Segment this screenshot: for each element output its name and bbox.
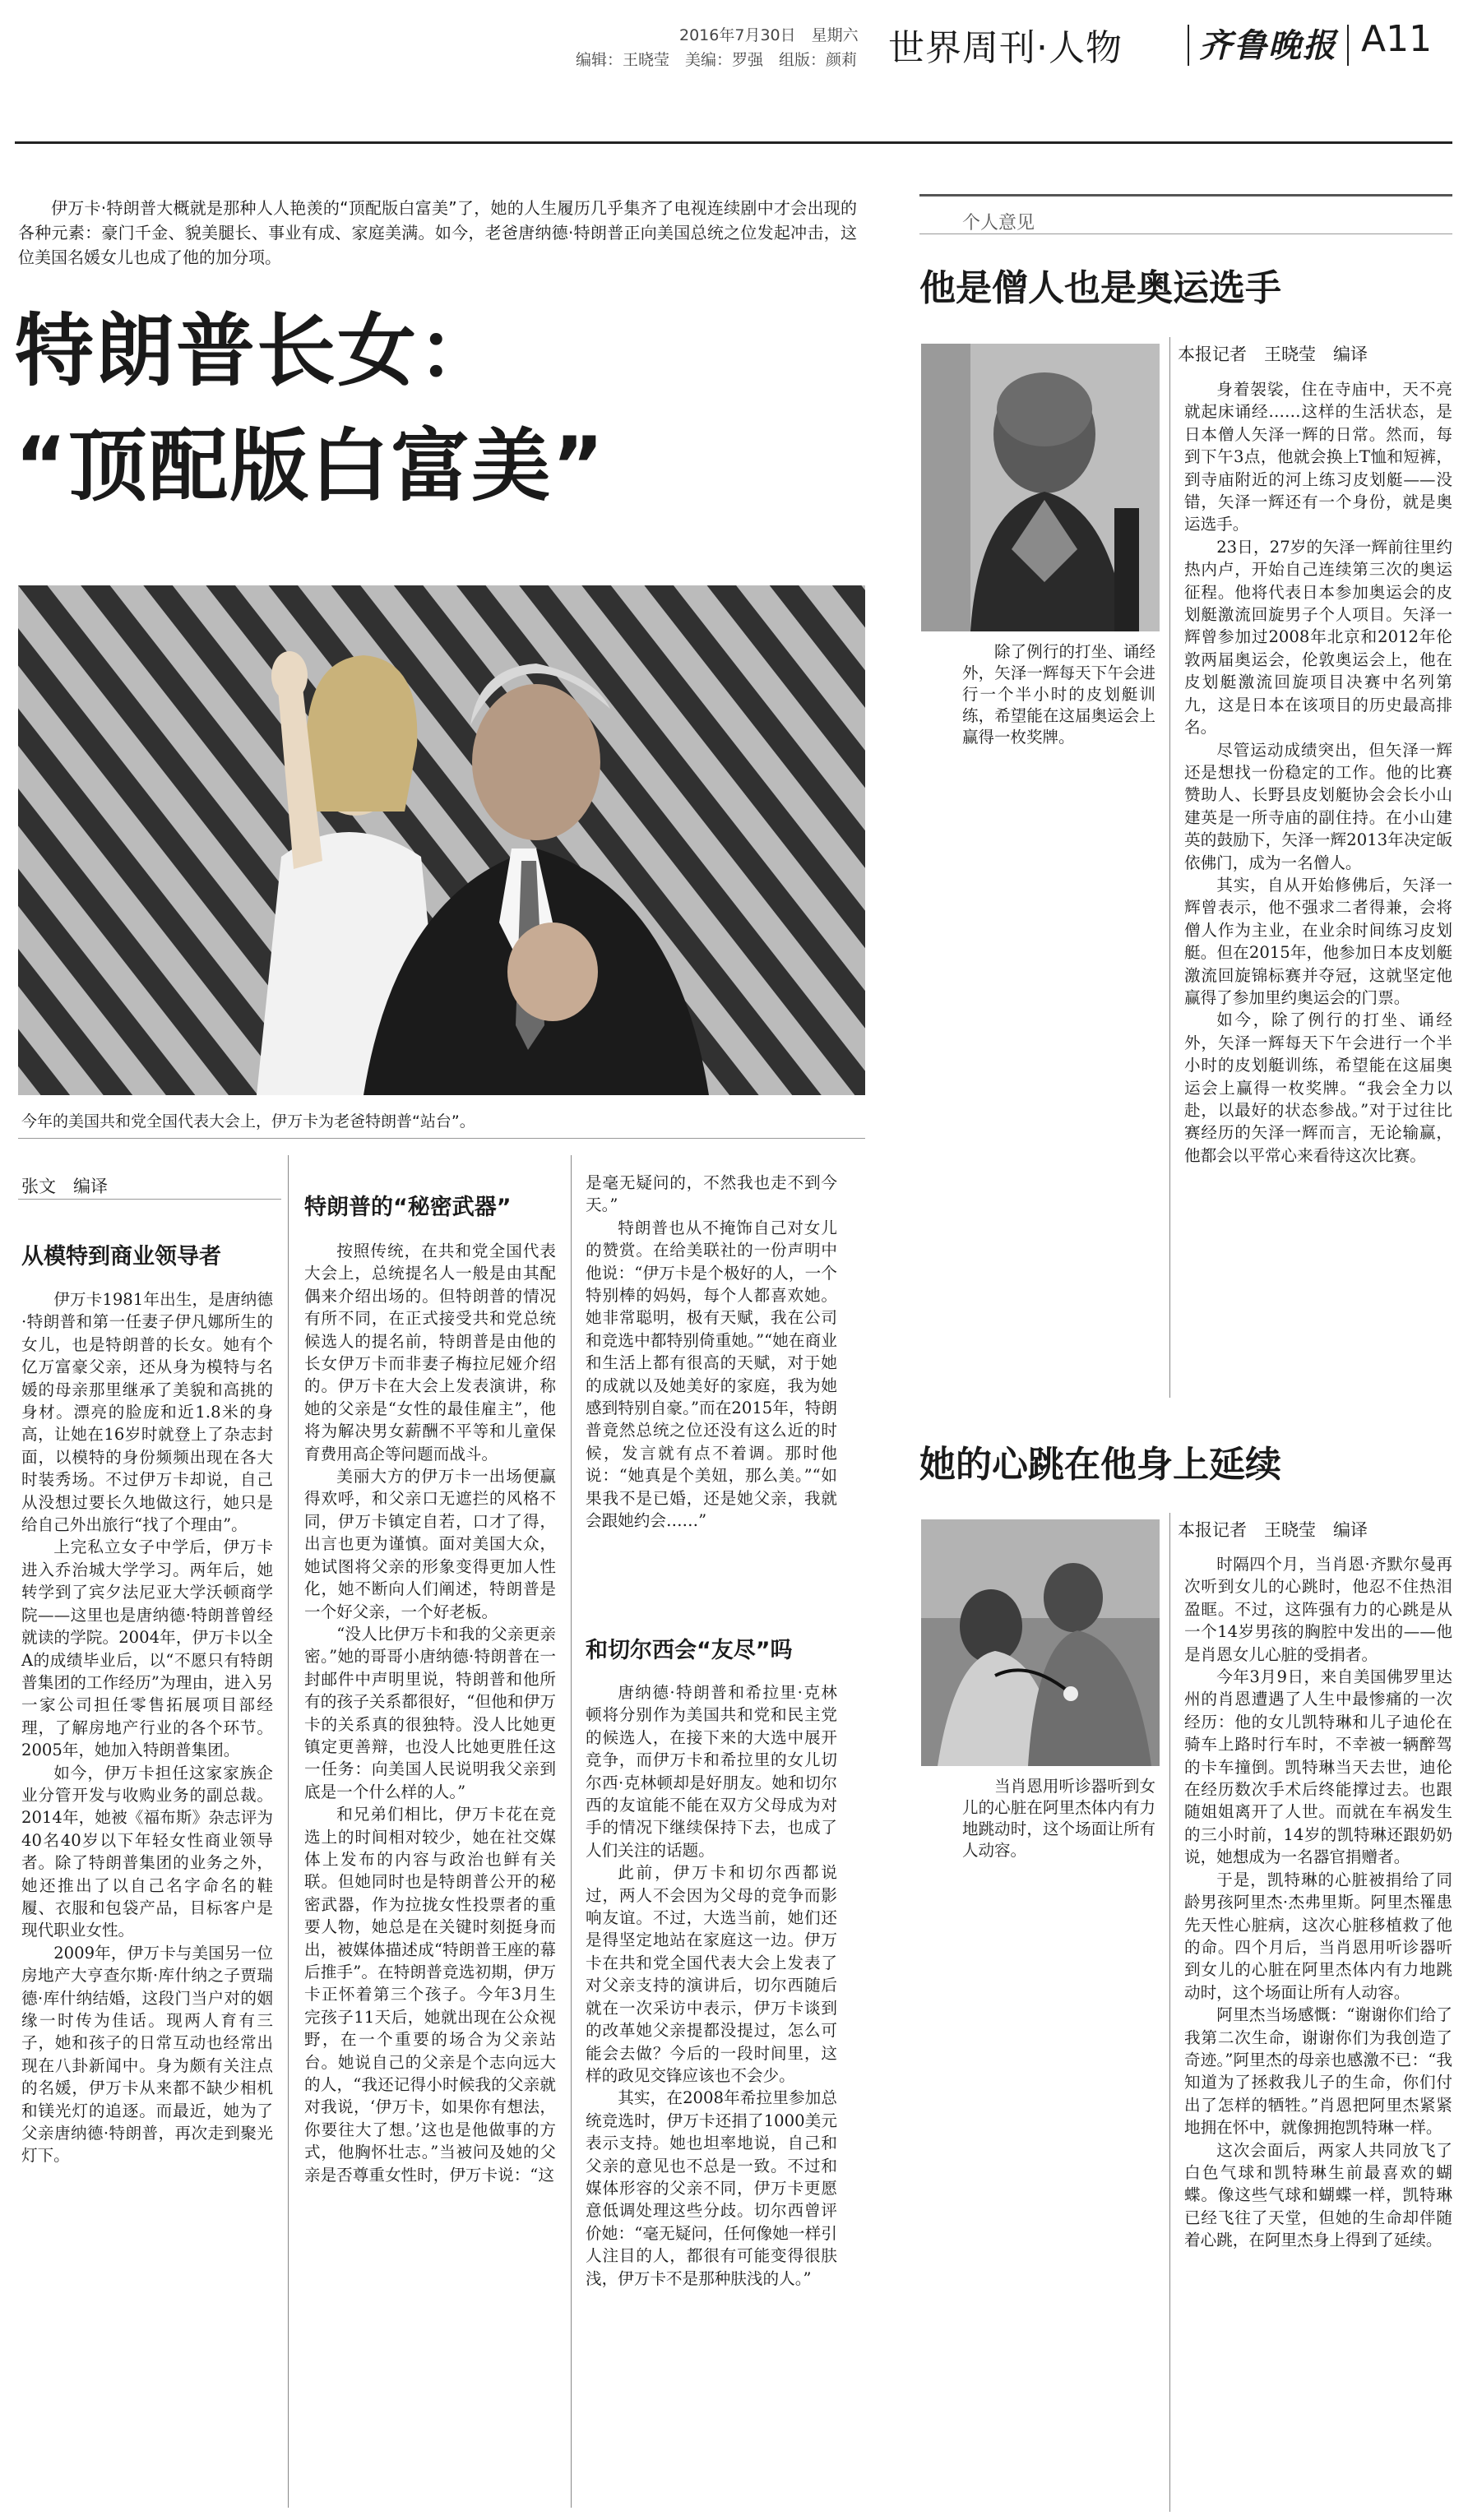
- story2-caption: [962, 1776, 1155, 1861]
- caption-rule: [18, 1138, 865, 1139]
- paragraph: 美丽大方的伊万卡一出场便赢得欢呼，和父亲口无遮拦的风格不同，伊万卡镇定自若，口才了得，出言也更为谨慎。面对美国大众，她试图将父亲的形象变得更加人性化，她不断向人们阐述，特朗普是一个好父亲，一个好老板。: [304, 1467, 556, 1621]
- paragraph: “没人比伊万卡和我的父亲更亲密。”她的哥哥小唐纳德·特朗普在一封邮件中声明里说，特朗普和他所有的孩子关系都很好，“但他和伊万卡的关系真的很独特。没人比她更镇定更善辩，也没人比她更胜任这一任务：向美国人民说明我父亲到底是一个什么样的人。”: [304, 1624, 556, 1801]
- heartbeat-photo: [921, 1519, 1160, 1766]
- main-column-3: [586, 1172, 837, 1533]
- story2-text: [1184, 1553, 1452, 2252]
- paragraph: 特朗普也从不掩饰自己对女儿的赞赏。在给美联社的一份声明中他说：“伊万卡是个极好的人，一个特别棒的妈妈，每个人都喜欢她。她非常聪明，极有天赋，我在公司和竞选中都特别倚重她。”“她在商业和生活上都有很高的天赋，对于她的成就以及她美好的家庭，我为她感到特别自豪。”而在2015年，特朗普竟然总统之位还没有这么近的时候，发言就有点不着调。那时他说：“她真是个美妞，那么美。”“如果我不是已婚，还是她父亲，我就会跟她约会……”: [586, 1218, 837, 1531]
- paragraph: 今年3月9日，来自美国佛罗里达州的肖恩遭遇了人生中最惨痛的一次经历：他的女儿凯特琳和儿子迪伦在骑车上路时行车时，不幸被一辆醉驾的卡车撞倒。凯特琳当天去世，迪伦在经历数次手术后终能撑过去。也跟随姐姐离开了人世。而就在车祸发生的三小时前，14岁的凯特琳还跟奶奶说，她想成为一名器官捐赠者。: [1184, 1667, 1452, 1867]
- column-rule: [288, 1155, 289, 2508]
- monk-praying-photo-art: [921, 344, 1160, 631]
- paragraph: 如今，伊万卡担任这家家族企业分管开发与收购业务的副总裁。2014年，她被《福布斯》杂志评为40名40岁以下年轻女性商业领导者。除了特朗普集团的业务之外，她还推出了以自己名字命名的鞋履、衣服和包袋产品，目标客户是现代职业女性。: [21, 1763, 273, 1940]
- subhead-chelsea-friendship: 和切尔西会“友尽”吗: [586, 1638, 793, 1663]
- paragraph: 此前，伊万卡和切尔西都说过，两人不会因为父母的竞争而影响友谊。不过，大选当前，她们还是得坚定地站在家庭这一边。伊万卡在共和党全国代表大会上发表了对父亲支持的演讲后，切尔西随后就在一次采访中表示，伊万卡谈到的改革她父亲提都没提过，怎么可能会去做？今后的一段时间里，这样的政见交锋应该也不会少。: [586, 1863, 837, 2085]
- paragraph: 上完私立女子中学后，伊万卡进入乔治城大学学习。两年后，她转学到了宾夕法尼亚大学沃顿商学院——这里也是唐纳德·特朗普曾经就读的学院。2004年，伊万卡以全A的成绩毕业后，以“不愿只有特朗普集团的工作经历”为理由，进入另一家公司担任零售拓展项目部经理，了解房地产行业的各个环节。2005年，她加入特朗普集团。: [21, 1537, 273, 1760]
- lead-paragraph: 伊万卡·特朗普大概就是那种人人艳羡的“顶配版白富美”了，她的人生履历几乎集齐了电视连续剧中才会出现的各种元素：豪门千金、貌美腿长、事业有成、家庭美满。如今，老爸唐纳德·特朗普正向美国总统之位发起冲击，这位美国名媛女儿也成了他的加分项。: [18, 198, 857, 267]
- divider-bar: [1188, 25, 1189, 66]
- paragraph: 按照传统，在共和党全国代表大会上，总统提名人一般是由其配偶来介绍出场的。但特朗普的情况有所不同，在正式接受共和党总统候选人的提名前，特朗普是由他的长女伊万卡而非妻子梅拉尼娅介绍的。伊万卡在大会上发表演讲，称她的父亲是“女性的最佳雇主”，他将为解决男女薪酬不平等和儿童保育费用高企等问题而战斗。: [304, 1242, 556, 1463]
- issue-date: 2016年7月30日 星期六: [679, 26, 859, 44]
- headline-line-2: “顶配版白富美”: [15, 420, 606, 512]
- main-byline: 张文 编译: [21, 1177, 108, 1196]
- sidebar-column-rule: [1169, 337, 1170, 1398]
- story2-byline: 本报记者 王晓莹 编译: [1178, 1520, 1368, 1540]
- paragraph: 如今，除了例行的打坐、诵经外，矢泽一辉每天下午会进行一个半小时的皮划艇训练，希望能在这届奥运会上赢得一枚奖牌。“我会全力以赴，以最好的状态参战。”对于过往比赛经历的矢泽一辉而言，无论输赢，他都会以平常心来看待这次比赛。: [1184, 1010, 1452, 1165]
- page-number: A11: [1361, 18, 1433, 60]
- subhead-secret-weapon: 特朗普的“秘密武器”: [304, 1195, 512, 1220]
- column-rule: [571, 1155, 572, 2508]
- paragraph: 其实，自从开始修佛后，矢泽一辉曾表示，他不强求二者得兼，会将僧人作为主业，在业余时间练习皮划艇。但在2015年，他参加日本皮划艇激流回旋锦标赛并夺冠，这就坚定他赢得了参加里约奥运会的门票。: [1184, 875, 1452, 1007]
- newspaper-logo: 齐鲁晚报: [1199, 26, 1337, 65]
- main-column-1: [21, 1288, 273, 2167]
- kicker-label: 个人意见: [962, 213, 1035, 234]
- sidebar-column-rule: [1169, 1513, 1170, 2512]
- stethoscope-photo-art: [921, 1519, 1160, 1766]
- subhead-model-to-leader: 从模特到商业领导者: [21, 1244, 221, 1269]
- convention-photo: [18, 585, 865, 1095]
- main-column-2: [304, 1240, 556, 2186]
- paragraph: 尽管运动成绩突出，但矢泽一辉还是想找一份稳定的工作。他的比赛赞助人、长野县皮划艇协会会长小山建英是一所寺庙的副住持。在小山建英的鼓励下，矢泽一辉2013年决定皈依佛门，成为一名僧人。: [1184, 740, 1452, 872]
- byline-rule: [18, 1199, 281, 1200]
- paragraph: 23日，27岁的矢泽一辉前往里约热内卢，开始自己连续第三次的奥运征程。他将代表日本参加奥运会的皮划艇激流回旋男子个人项目。矢泽一辉曾参加过2008年北京和2012年伦敦两届奥运会，伦敦奥运会上，他在皮划艇激流回旋项目决赛中名列第九，这是日本在该项目的历史最高排名。: [1184, 537, 1452, 738]
- section-title: 世界周刊·人物: [888, 27, 1123, 69]
- story1-text-top: [1184, 378, 1452, 1167]
- divider-bar-2: [1347, 25, 1349, 66]
- caption-text: 除了例行的打坐、诵经外，矢泽一辉每天下午会进行一个半小时的皮划艇训练，希望能在这届奥运会上赢得一枚奖牌。: [962, 642, 1155, 747]
- paragraph: 和兄弟们相比，伊万卡花在竞选上的时间相对较少，她在社交媒体上发布的内容与政治也鲜有关联。但她同时也是特朗普公开的秘密武器，作为拉拢女性投票者的重要人物，她总是在关键时刻挺身而出，被媒体描述成“特朗普王座的幕后推手”。在特朗普竞选初期，伊万卡正怀着第三个孩子。今年3月生完孩子11天后，她就出现在公众视野，在一个重要的场合为父亲站台。她说自己的父亲是个志向远大的人，“我还记得小时候我的父亲就对我说，‘伊万卡，如果你有想法，你要往大了想。’这也是他做事的方式，他胸怀壮志。”当被问及她的父亲是否尊重女性时，伊万卡说：“这: [304, 1805, 556, 2185]
- headline-line-1: 特朗普长女：: [15, 305, 498, 397]
- paragraph: 唐纳德·特朗普和希拉里·克林顿将分别作为美国共和党和民主党的候选人，在接下来的大选中展开竞争，而伊万卡和希拉里的女儿切尔西·克林顿却是好朋友。她和切尔西的友谊能不能在双方父母成为对手的情况下继续保持下去，也成了人们关注的话题。: [586, 1683, 837, 1860]
- paragraph: 2009年，伊万卡与美国另一位房地产大亨查尔斯·库什纳之子贾瑞德·库什纳结婚，这段门当户对的姻缘一时传为佳话。现两人育有三子，她和孩子的日常互动也经常出现在八卦新闻中。身为颇有关注点的名媛，伊万卡从来都不缺少相机和镁光灯的追逐。而最近，她为了父亲唐纳德·特朗普，再次走到聚光灯下。: [21, 1943, 273, 2166]
- caption-text: 当肖恩用听诊器听到女儿的心脏在阿里杰体内有力地跳动时，这个场面让所有人动容。: [962, 1777, 1155, 1860]
- editor-credits: 编辑：王晓莹 美编：罗强 组版：颜莉: [576, 51, 858, 69]
- story1-caption: [962, 641, 1155, 748]
- photo-caption: 今年的美国共和党全国代表大会上，伊万卡为老爸特朗普“站台”。: [21, 1112, 475, 1131]
- story1-byline: 本报记者 王晓莹 编译: [1178, 344, 1368, 364]
- story1-headline: 他是僧人也是奥运选手: [919, 267, 1281, 309]
- paragraph: 时隔四个月，当肖恩·齐默尔曼再次听到女儿的心跳时，他忍不住热泪盈眶。不过，这阵强有力的心跳是从一个14岁男孩的胸腔中发出的——他是肖恩女儿心脏的受捐者。: [1184, 1555, 1452, 1664]
- trump-ivanka-photo-art: [18, 585, 865, 1095]
- main-column-3b: [586, 1681, 837, 2290]
- paragraph: 身着袈裟，住在寺庙中，天不亮就起床诵经……这样的生活状态，是日本僧人矢泽一辉的日常。然而，每到下午3点，他就会换上T恤和短裤，到寺庙附近的河上练习皮划艇——没错，矢泽一辉还有一个身份，就是奥运选手。: [1184, 380, 1452, 534]
- monk-photo: [921, 344, 1160, 631]
- paragraph: 其实，在2008年希拉里参加总统竞选时，伊万卡还捐了1000美元表示支持。她也坦率地说，自己和父亲的意见也不总是一致。不过和媒体形容的父亲不同，伊万卡更愿意低调处理这些分歧。切尔西曾评价她：“毫无疑问，任何像她一样引人注目的人，都很有可能变得很肤浅，伊万卡不是那种肤浅的人。”: [586, 2088, 837, 2288]
- paragraph: 这次会面后，两家人共同放飞了白色气球和凯特琳生前最喜欢的蝴蝶。像这些气球和蝴蝶一样，凯特琳已经飞往了天堂，但她的生命却伴随着心跳，在阿里杰身上得到了延续。: [1184, 2140, 1452, 2250]
- header-rule: [15, 141, 1452, 144]
- sidebar-rule: [919, 194, 1452, 197]
- paragraph: 阿里杰当场感慨：“谢谢你们给了我第二次生命，谢谢你们为我创造了奇迹。”阿里杰的母亲也感激不已：“我知道为了拯救我儿子的生命，你们付出了怎样的牺牲。”肖恩把阿里杰紧紧地拥在怀中，就像拥抱凯特琳一样。: [1184, 2005, 1452, 2138]
- paragraph-continued: 是毫无疑问的，不然我也走不到今天。”: [586, 1173, 837, 1215]
- paragraph: 伊万卡1981年出生，是唐纳德·特朗普和第一任妻子伊凡娜所生的女儿，也是特朗普的长女。她有个亿万富豪父亲，还从身为模特与名媛的母亲那里继承了美貌和高挑的身材。漂亮的脸庞和近1.8米的身高，让她在16岁时就登上了杂志封面，以模特的身份频频出现在各大时装秀场。不过伊万卡却说，自己从没想过要长久地做这行，她只是给自己外出旅行“找了个理由”。: [21, 1290, 273, 1535]
- story2-headline: 她的心跳在他身上延续: [919, 1444, 1281, 1486]
- paragraph: 于是，凯特琳的心脏被捐给了同龄男孩阿里杰·杰弗里斯。阿里杰罹患先天性心脏病，这次心脏移植救了他的命。四个月后，当肖恩用听诊器听到女儿的心脏在阿里杰体内有力地跳动时，这个场面让所有人动容。: [1184, 1870, 1452, 2002]
